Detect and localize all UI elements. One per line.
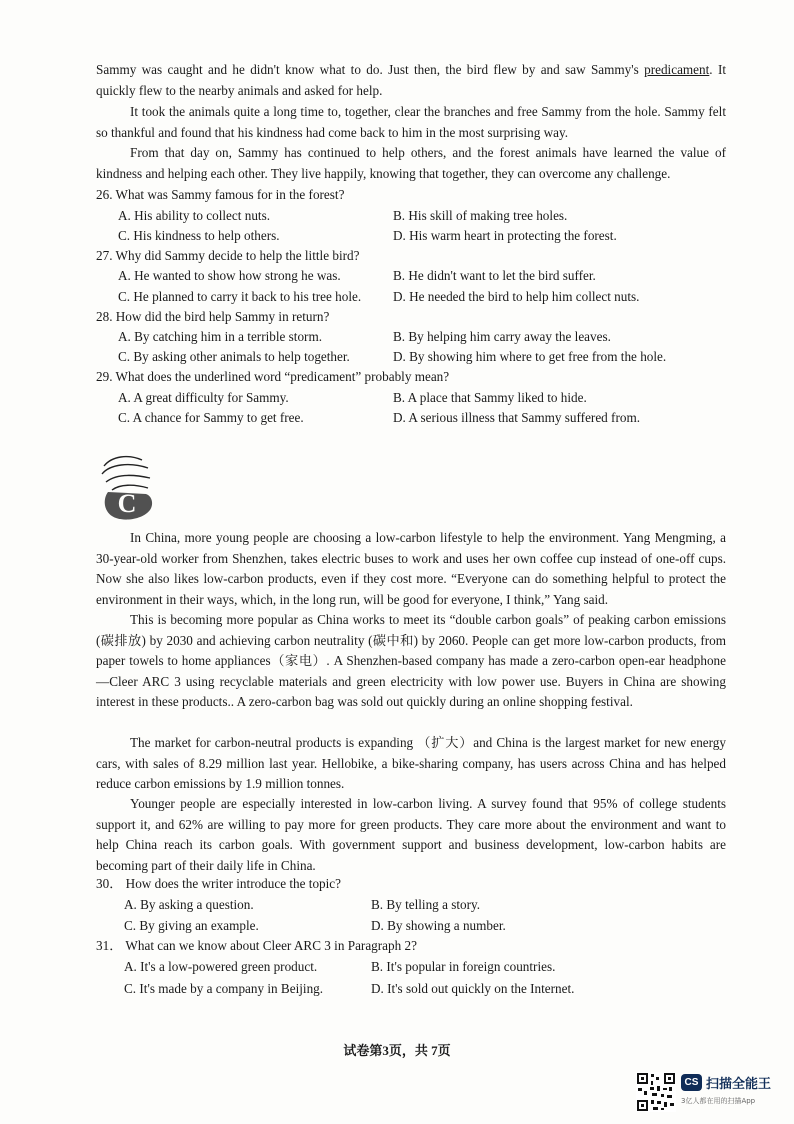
option-27d: D. He needed the bird to help him collect nuts. <box>393 289 640 304</box>
passage-b-paragraph-3: The market for carbon-neutral products is expanding （扩大）and China is the largest market for new energy cars, with sales of 8.29 million last year. Hellobike, a bike-sharing company, has users across China and has helped reduce carbon emissions by 1.9 million tonnes. <box>96 735 726 791</box>
option-27a: A. He wanted to show how strong he was. <box>118 268 341 283</box>
passage-b-paragraph-2: This is becoming more popular as China works to meet its “double carbon goals” of peaking carbon emissions (碳排放) by 2030 and achieving carbon neutrality (碳中和) by 2060. People can get more low-carbon products, from paper towels to home appliances（家电）. A Shenzhen-based company has made a zero-carbon open-ear headphone—Cleer ARC 3 using recyclable materials and green electricity with low power use. Buyers in China are showing interest in these products.. A zero-carbon bag was sold out quickly during an online shopping festival. <box>96 612 726 709</box>
option-31b: B. It's popular in foreign countries. <box>371 959 556 974</box>
option-31d: D. It's sold out quickly on the Internet. <box>371 981 575 996</box>
page-footer: 试卷第3页，共 7页 <box>343 1043 451 1058</box>
scanner-logo-icon: CS <box>681 1074 702 1091</box>
option-29b: B. A place that Sammy liked to hide. <box>393 390 587 405</box>
option-26a: A. His ability to collect nuts. <box>118 208 271 223</box>
scanner-app-name: 扫描全能王 <box>706 1077 772 1092</box>
option-26b: B. His skill of making tree holes. <box>393 208 568 223</box>
passage-c-marker-letter: C <box>117 489 137 518</box>
option-29d: D. A serious illness that Sammy suffered from. <box>393 410 640 425</box>
scanner-tagline: 3亿人都在用的扫描App <box>681 1097 756 1105</box>
option-30d: D. By showing a number. <box>371 918 506 933</box>
option-28a: A. By catching him in a terrible storm. <box>118 329 322 344</box>
option-26d: D. His warm heart in protecting the forest. <box>393 228 617 243</box>
question-27: 27. Why did Sammy decide to help the little bird? <box>96 248 360 263</box>
passage-a-paragraph-3: From that day on, Sammy has continued to help others, and the forest animals have learned the value of kindness and helping each other. They live happily, knowing that together, they can overcome any challenge. <box>96 145 726 181</box>
paragraph-text: Sammy was caught and he didn't know what to do. Just then, the bird flew by and saw Sammy's <box>96 62 645 77</box>
question-29: 29. What does the underlined word “predicament” probably mean? <box>96 369 450 384</box>
option-30c: C. By giving an example. <box>124 918 259 933</box>
option-29c: C. A chance for Sammy to get free. <box>118 410 304 425</box>
option-26c: C. His kindness to help others. <box>118 228 280 243</box>
option-30b: B. By telling a story. <box>371 897 481 912</box>
passage-a-paragraph-2: It took the animals quite a long time to, together, clear the branches and free Sammy from the hole. Sammy felt so thankful and found that his kindness had come back to him in the most surprising way. <box>96 104 726 140</box>
passage-c-marker-icon <box>98 452 156 524</box>
option-29a: A. A great difficulty for Sammy. <box>118 390 289 405</box>
underlined-word: predicament <box>644 62 710 77</box>
option-31c: C. It's made by a company in Beijing. <box>124 981 324 996</box>
option-28c: C. By asking other animals to help together. <box>118 349 350 364</box>
question-26: 26. What was Sammy famous for in the forest? <box>96 187 345 202</box>
option-28b: B. By helping him carry away the leaves. <box>393 329 611 344</box>
option-30a: A. By asking a question. <box>124 897 254 912</box>
passage-b-paragraph-4: Younger people are especially interested in low-carbon living. A survey found that 95% of college students support it, and 62% are willing to pay more for green products. They care more about the environment and want to help China reach its carbon goals. With government support and business development, low-carbon habits are becoming part of their daily life in China. <box>96 796 726 873</box>
question-31: 31． What can we know about Cleer ARC 3 in Paragraph 2? <box>96 938 417 953</box>
question-28: 28. How did the bird help Sammy in return? <box>96 309 330 324</box>
option-27c: C. He planned to carry it back to his tree hole. <box>118 289 362 304</box>
paragraph-text: . It quickly flew to the nearby animals and asked for help. <box>96 62 726 98</box>
passage-b-paragraph-1: In China, more young people are choosing a low-carbon lifestyle to help the environment. Yang Mengming, a 30-year-old worker from Shenzhen, takes electric buses to work and uses her own coffee cup instead of one-off cups. Now she also likes low-carbon products, even if they cost more. “Everyone can do something helpful to protect the environment in their ways, which, in the long run, will be good for everyone, I think,” Yang said. <box>96 530 726 607</box>
option-28d: D. By showing him where to get free from the hole. <box>393 349 667 364</box>
passage-a-paragraph-1 <box>96 60 726 101</box>
qr-code-icon <box>636 1072 676 1112</box>
option-27b: B. He didn't want to let the bird suffer. <box>393 268 596 283</box>
option-31a: A. It's a low-powered green product. <box>124 959 318 974</box>
question-30: 30． How does the writer introduce the topic? <box>96 876 341 891</box>
